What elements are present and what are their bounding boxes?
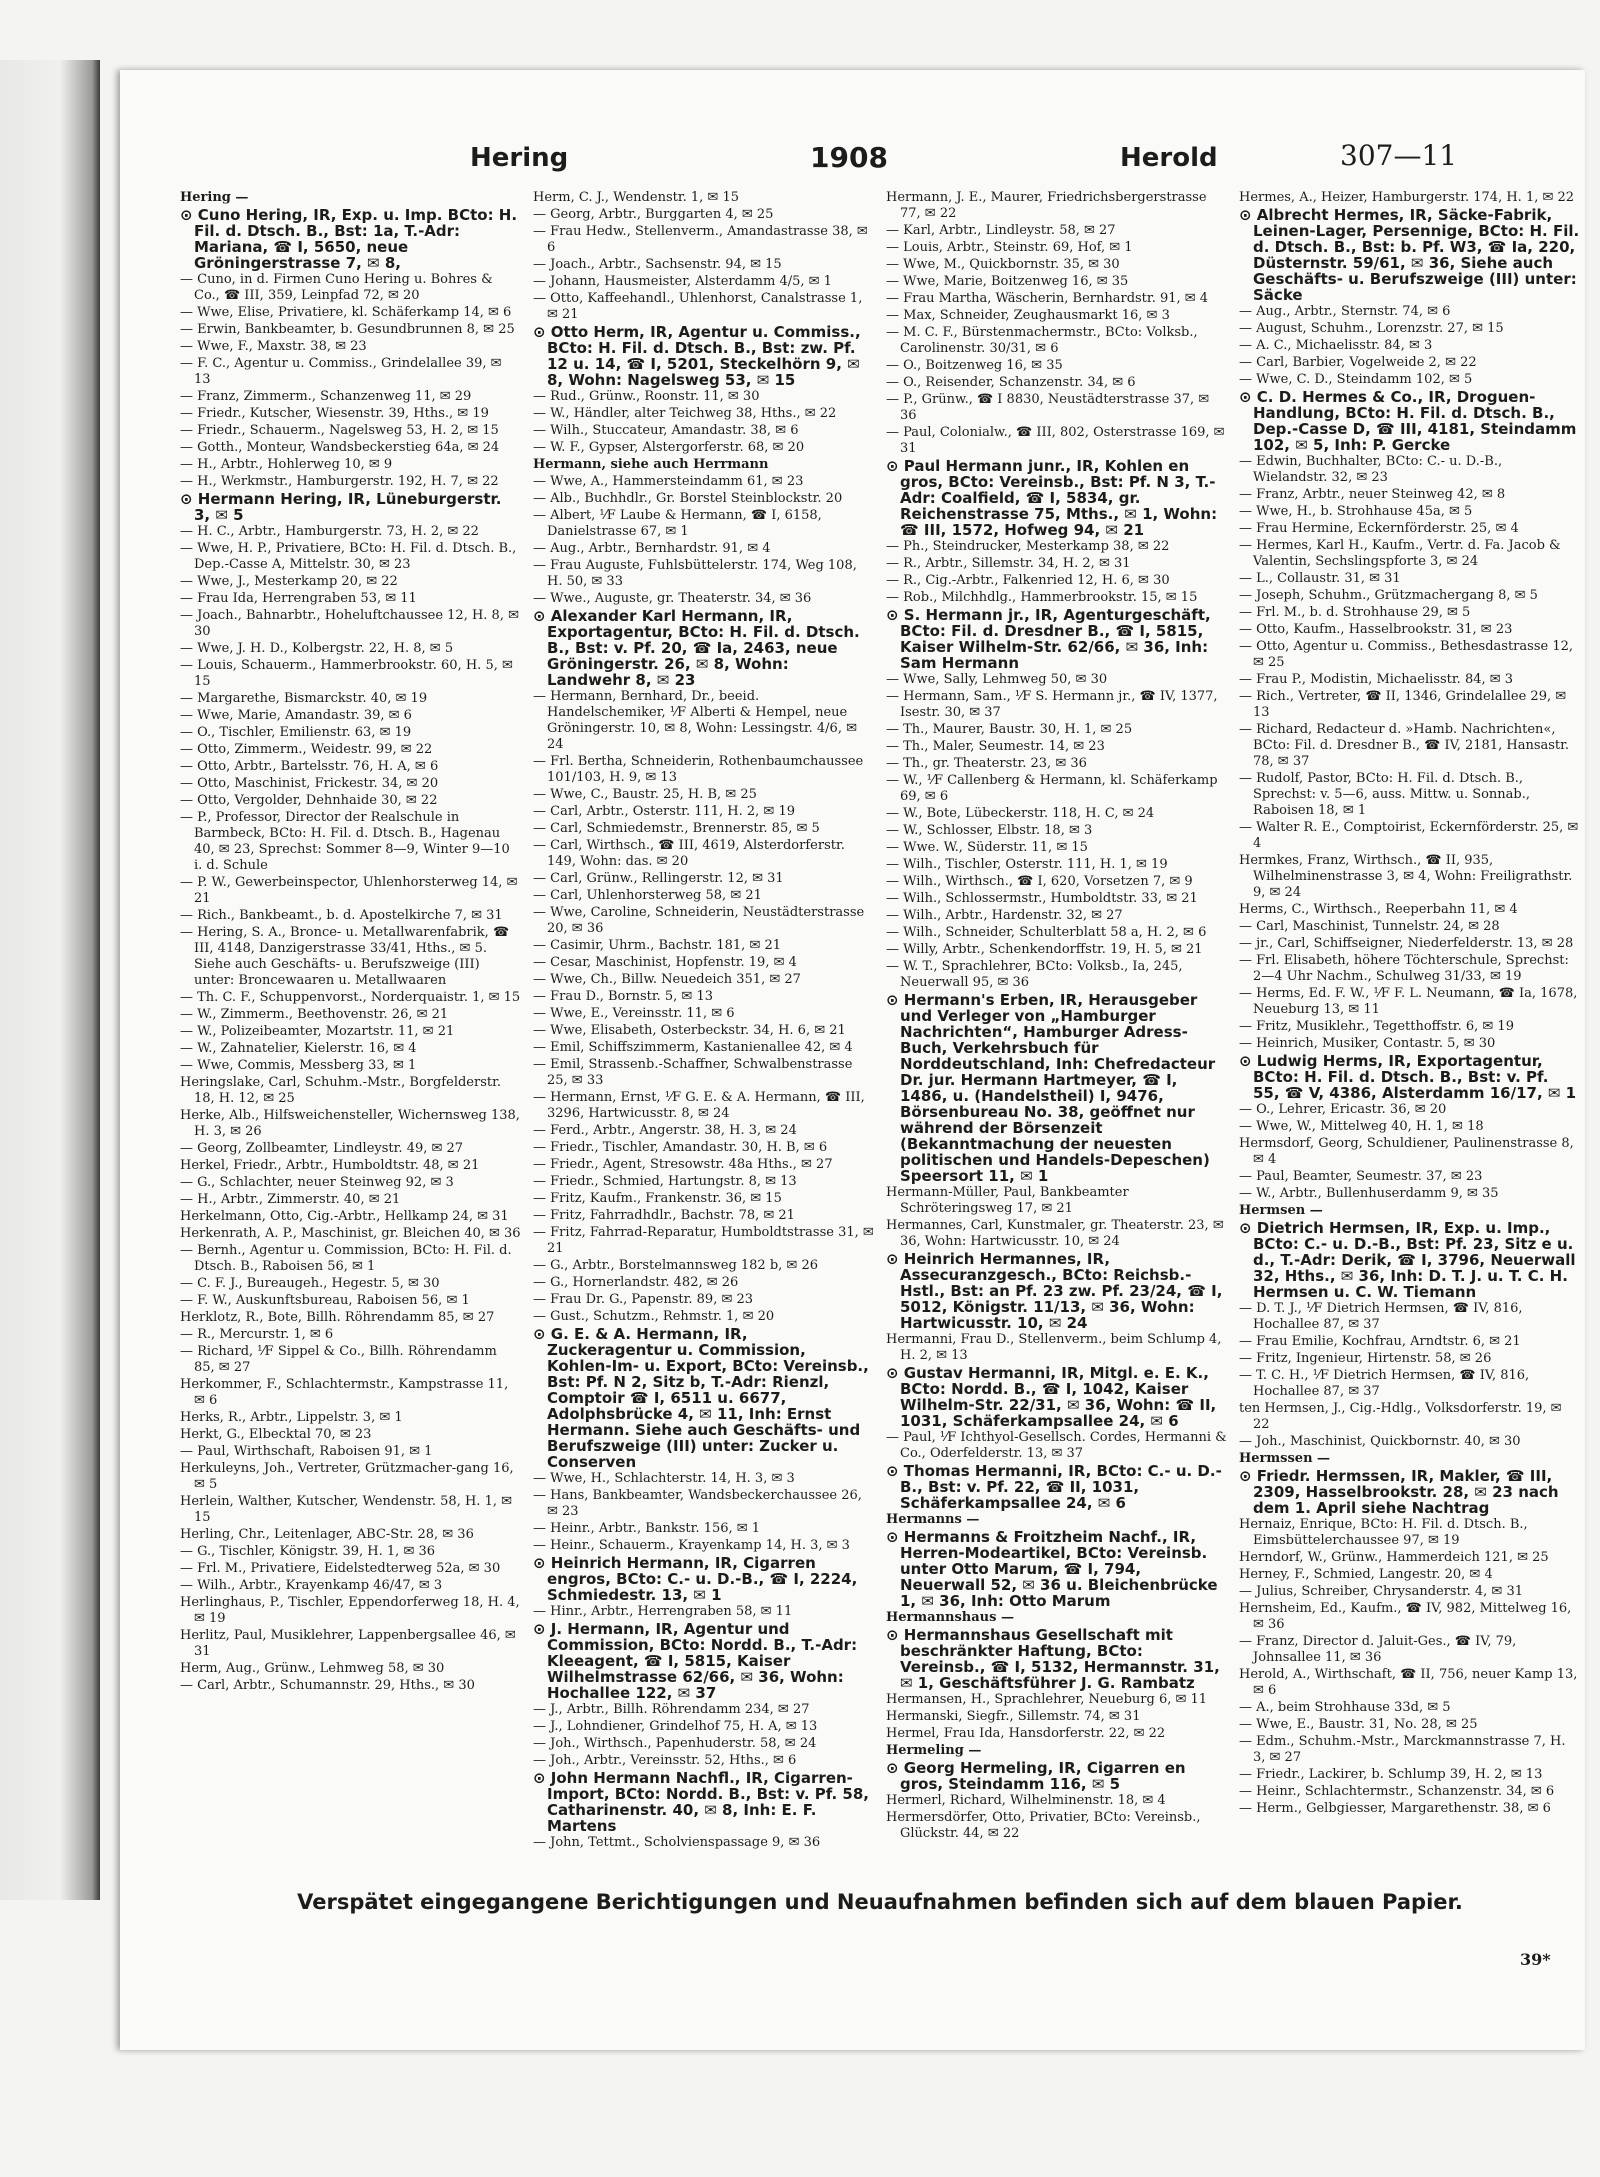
directory-entry: — Wwe, A., Hammersteindamm 61, ✉ 23 <box>533 474 804 489</box>
directory-entry: — Hermann, Sam., ⅟F S. Hermann jr., ☎ IV, 1377, Isestr. 30, ✉ 37 <box>886 689 1218 720</box>
directory-entry: — Frau D., Bornstr. 5, ✉ 13 <box>533 989 713 1004</box>
directory-entry: Hermel, Frau Ida, Hansdorferstr. 22, ✉ 22 <box>886 1726 1166 1741</box>
directory-entry: ⊙ Albrecht Hermes, IR, Säcke-Fabrik, Leinen-Lager, Persennige, BCto: H. Fil. d. Dtsch. B., Bst: b. Pf. W3, ☎ Ia, 220, Düsternstr. 59/61, ✉ 36, Siehe auch Geschäfts- u. Berufszweige (III) unter: Säcke <box>1239 206 1580 304</box>
directory-entry: — August, Schuhm., Lorenzstr. 27, ✉ 15 <box>1239 321 1504 336</box>
directory-entry: — G., Schlachter, neuer Steinweg 92, ✉ 3 <box>180 1175 454 1190</box>
directory-entry: Herkelmann, Otto, Cig.-Arbtr., Hellkamp 24, ✉ 31 <box>180 1209 509 1224</box>
directory-entry: — Joh., Wirthsch., Papenhuderstr. 58, ✉ 24 <box>533 1736 817 1751</box>
directory-entry: ⊙ G. E. & A. Hermann, IR, Zuckeragentur u. Commission, Kohlen-Im- u. Export, BCto: Vereinsb., Bst: Pf. N 2, Sitz b, T.-Adr: Rienzl, Comptoir ☎ I, 6511 u. 6677, Adolphsbrücke 4, ✉ 11, Inh: Ernst Hermann. Siehe auch Geschäfts- und Berufszweige (III) unter: Zucker u. Conserven <box>533 1325 869 1471</box>
directory-entry: — Friedr., Schmied, Hartungstr. 8, ✉ 13 <box>533 1174 797 1189</box>
directory-entry: — Franz, Zimmerm., Schanzenweg 11, ✉ 29 <box>180 389 472 404</box>
directory-entry: — D. T. J., ⅟F Dietrich Hermsen, ☎ IV, 816, Hochallee 87, ✉ 37 <box>1239 1301 1523 1332</box>
directory-entry: — Julius, Schreiber, Chrysanderstr. 4, ✉ 31 <box>1239 1584 1523 1599</box>
directory-entry: — Fritz, Fahrradhdlr., Bachstr. 78, ✉ 21 <box>533 1208 795 1223</box>
directory-entry: Herklotz, R., Bote, Billh. Röhrendamm 85, ✉ 27 <box>180 1310 495 1325</box>
directory-entry: — W., Polizeibeamter, Mozartstr. 11, ✉ 21 <box>180 1024 455 1039</box>
directory-entry: — F. C., Agentur u. Commiss., Grindelallee 39, ✉ 13 <box>180 356 502 387</box>
directory-entry: — Joh., Maschinist, Quickbornstr. 40, ✉ 30 <box>1239 1434 1521 1449</box>
directory-entry: — Heinr., Schlachtermstr., Schanzenstr. 34, ✉ 6 <box>1239 1784 1555 1799</box>
directory-entry: — Wilh., Schneider, Schulterblatt 58 a, H. 2, ✉ 6 <box>886 925 1207 940</box>
directory-entry: — Heinr., Arbtr., Bankstr. 156, ✉ 1 <box>533 1521 761 1536</box>
directory-entry: — Walter R. E., Comptoirist, Eckernförderstr. 25, ✉ 4 <box>1239 820 1579 851</box>
directory-entry: ⊙ Alexander Karl Hermann, IR, Exportagentur, BCto: H. Fil. d. Dtsch. B., Bst: v. Pf. 20, ☎ Ia, 2463, neue Gröningerstr. 26, ✉ 8, Wohn: Landwehr 8, ✉ 23 <box>533 607 860 689</box>
directory-entry: — Frau Ida, Herrengraben 53, ✉ 11 <box>180 591 417 606</box>
directory-entry: Herms, C., Wirthsch., Reeperbahn 11, ✉ 4 <box>1239 902 1518 917</box>
directory-entry: — Hermes, Karl H., Kaufm., Vertr. d. Fa. Jacob & Valentin, Sechslingspforte 3, ✉ 24 <box>1239 538 1561 569</box>
directory-entry: — Frl. Bertha, Schneiderin, Rothenbaumchaussee 101/103, H. 9, ✉ 13 <box>533 754 864 785</box>
sheet-signature: 39* <box>1520 1950 1551 1969</box>
directory-entry: Hermann, siehe auch Herrmann <box>533 457 769 472</box>
directory-entry: — Paul, ⅟F Ichthyol-Gesellsch. Cordes, Hermanni & Co., Oderfelderstr. 13, ✉ 37 <box>886 1430 1227 1461</box>
directory-entry: — Richard, ⅟F Sippel & Co., Billh. Röhrendamm 85, ✉ 27 <box>180 1344 497 1375</box>
directory-entry: — R., Mercurstr. 1, ✉ 6 <box>180 1327 334 1342</box>
directory-entry: ⊙ Hermannshaus Gesellschaft mit beschränkter Haftung, BCto: Vereinsb., ☎ I, 5132, Hermannstr. 31, ✉ 1, Geschäftsführer J. G. Rambatz <box>886 1626 1220 1692</box>
directory-entry: — Rud., Grünw., Roonstr. 11, ✉ 30 <box>533 389 760 404</box>
directory-entry: Herke, Alb., Hilfsweichensteller, Wichernsweg 138, H. 3, ✉ 26 <box>180 1108 520 1139</box>
directory-entry: ⊙ Hermann Hering, IR, Lüneburgerstr. 3, ✉ 5 <box>180 490 502 524</box>
directory-entry: — Wwe, Caroline, Schneiderin, Neustädterstrasse 20, ✉ 36 <box>533 905 865 936</box>
directory-entry: — W., Zahnatelier, Kielerstr. 16, ✉ 4 <box>180 1041 417 1056</box>
directory-entry: — Wwe, E., Vereinsstr. 11, ✉ 6 <box>533 1006 735 1021</box>
directory-entry: Herling, Chr., Leitenlager, ABC-Str. 28, ✉ 36 <box>180 1527 474 1542</box>
directory-entry: — Heinr., Schauerm., Krayenkamp 14, H. 3, ✉ 3 <box>533 1538 850 1553</box>
directory-entry: ⊙ J. Hermann, IR, Agentur und Commission, BCto: Nordd. B., T.-Adr: Kleeagent, ☎ I, 5815, Kaiser Wilhelmstrasse 62/66, ✉ 36, Wohn: Hochallee 122, ✉ 37 <box>533 1620 858 1702</box>
directory-entry: Hernsheim, Ed., Kaufm., ☎ IV, 982, Mittelweg 16, ✉ 36 <box>1239 1601 1572 1632</box>
directory-entry: — G., Hornerlandstr. 482, ✉ 26 <box>533 1275 739 1290</box>
directory-entry: Herlinghaus, P., Tischler, Eppendorferweg 18, H. 4, ✉ 19 <box>180 1595 520 1626</box>
column-1 <box>180 190 521 1870</box>
directory-entry: — L., Collaustr. 31, ✉ 31 <box>1239 571 1401 586</box>
directory-entry: — Wwe., Auguste, gr. Theaterstr. 34, ✉ 36 <box>533 591 812 606</box>
directory-entry: Hermann-Müller, Paul, Bankbeamter Schröteringsweg 17, ✉ 21 <box>886 1185 1129 1216</box>
directory-entry: — Carl, Wirthsch., ☎ III, 4619, Alsterdorferstr. 149, Wohn: das. ✉ 20 <box>533 838 845 869</box>
directory-entry: — Joseph, Schuhm., Grützmachergang 8, ✉ 5 <box>1239 588 1538 603</box>
directory-entry: — Th., gr. Theaterstr. 23, ✉ 36 <box>886 756 1087 771</box>
directory-entry: — Frau Hermine, Eckernförderstr. 25, ✉ 4 <box>1239 521 1519 536</box>
directory-entry: — W. T., Sprachlehrer, BCto: Volksb., Ia, 245, Neuerwall 95, ✉ 36 <box>886 959 1183 990</box>
directory-entry: ⊙ Georg Hermeling, IR, Cigarren en gros, Steindamm 116, ✉ 5 <box>886 1759 1186 1793</box>
directory-entry: — Wwe, Marie, Boitzenweg 16, ✉ 35 <box>886 274 1129 289</box>
directory-entry: — Carl, Arbtr., Osterstr. 111, H. 2, ✉ 19 <box>533 804 795 819</box>
directory-entry: — Carl, Barbier, Vogelweide 2, ✉ 22 <box>1239 355 1477 370</box>
directory-entry: — A. C., Michaelisstr. 84, ✉ 3 <box>1239 338 1433 353</box>
directory-entry: — Louis, Arbtr., Steinstr. 69, Hof, ✉ 1 <box>886 240 1133 255</box>
directory-entry: — Georg, Zollbeamter, Lindleystr. 49, ✉ 27 <box>180 1141 464 1156</box>
directory-entry: — Fritz, Fahrrad-Reparatur, Humboldtstrasse 31, ✉ 21 <box>533 1225 874 1256</box>
directory-entry: — F. W., Auskunftsbureau, Raboisen 56, ✉ 1 <box>180 1293 470 1308</box>
directory-entry: — W., Zimmerm., Beethovenstr. 26, ✉ 21 <box>180 1007 449 1022</box>
directory-entry: — Wwe, H., b. Strohhause 45a, ✉ 5 <box>1239 504 1473 519</box>
directory-entry: — Wwe, M., Quickbornstr. 35, ✉ 30 <box>886 257 1120 272</box>
directory-entry: Herold, A., Wirthschaft, ☎ II, 756, neuer Kamp 13, ✉ 6 <box>1239 1667 1578 1698</box>
directory-entry: Hermann, J. E., Maurer, Friedrichsbergerstrasse 77, ✉ 22 <box>886 190 1207 221</box>
directory-entry: — Frau P., Modistin, Michaelisstr. 84, ✉ 3 <box>1239 672 1514 687</box>
directory-entry: — Friedr., Lackirer, b. Schlump 39, H. 2, ✉ 13 <box>1239 1767 1543 1782</box>
directory-entry: — Otto, Arbtr., Bartelsstr. 76, H. A, ✉ 6 <box>180 759 439 774</box>
directory-entry: — Carl, Grünw., Rellingerstr. 12, ✉ 31 <box>533 871 784 886</box>
directory-entry: Hermsdorf, Georg, Schuldiener, Paulinenstrasse 8, ✉ 4 <box>1239 1136 1574 1167</box>
directory-entry: ⊙ Thomas Hermanni, IR, BCto: C.- u. D.-B., Bst: v. Pf. 22, ☎ II, 1031, Schäferkampsallee 24, ✉ 6 <box>886 1462 1222 1512</box>
directory-entry: Hermannes, Carl, Kunstmaler, gr. Theaterstr. 23, ✉ 36, Wohn: Hartwicusstr. 10, ✉ 24 <box>886 1218 1224 1249</box>
directory-entry: — Rich., Bankbeamt., b. d. Apostelkirche 7, ✉ 31 <box>180 908 503 923</box>
directory-entry: — Hermann, Bernhard, Dr., beeid. Handelschemiker, ⅟F Alberti & Hempel, neue Gröningerstr. 10, ✉ 8, Wohn: Lessingstr. 4/6, ✉ 24 <box>533 689 857 752</box>
directory-entry: — Th., Maurer, Baustr. 30, H. 1, ✉ 25 <box>886 722 1133 737</box>
directory-entry: — W., ⅟F Callenberg & Hermann, kl. Schäferkamp 69, ✉ 6 <box>886 773 1218 804</box>
directory-entry: — Emil, Schiffszimmerm, Kastanienallee 42, ✉ 4 <box>533 1040 853 1055</box>
directory-entry: ⊙ John Hermann Nachfl., IR, Cigarren-Import, BCto: Nordd. B., Bst: v. Pf. 58, Catharinenstr. 40, ✉ 8, Inh: E. F. Martens <box>533 1769 870 1835</box>
directory-entry: Herkuleyns, Joh., Vertreter, Grützmacher-gang 16, ✉ 5 <box>180 1461 514 1492</box>
directory-entry: — Albert, ⅟F Laube & Hermann, ☎ I, 6158, Danielstrasse 67, ✉ 1 <box>533 508 822 539</box>
directory-entry: ⊙ Heinrich Hermannes, IR, Assecuranzgesch., BCto: Reichsb.-Hstl., Bst: an Pf. 23 zw. Pf. 23/24, ☎ I, 5012, Königstr. 11/13, ✉ 36, Wohn: Hartwicusstr. 10, ✉ 24 <box>886 1250 1223 1332</box>
header-page-number: 307—11 <box>1340 139 1458 172</box>
directory-entry: — jr., Carl, Schiffseigner, Niederfelderstr. 13, ✉ 28 <box>1239 936 1574 951</box>
directory-entry: — Otto, Kaffeehandl., Uhlenhorst, Canalstrasse 1, ✉ 21 <box>533 291 863 322</box>
directory-entry: — Friedr., Schauerm., Nagelsweg 53, H. 2, ✉ 15 <box>180 423 499 438</box>
directory-entry: — W., Schlosser, Elbstr. 18, ✉ 3 <box>886 823 1093 838</box>
directory-entry: Herm, C. J., Wendenstr. 1, ✉ 15 <box>533 190 739 205</box>
directory-entry: ⊙ S. Hermann jr., IR, Agenturgeschäft, BCto: Fil. d. Dresdner B., ☎ I, 5815, Kaiser Wilhelm-Str. 62/66, ✉ 36, Inh: Sam Hermann <box>886 606 1211 672</box>
directory-entry: — Ferd., Arbtr., Angerstr. 38, H. 3, ✉ 24 <box>533 1123 797 1138</box>
directory-entry: — Wwe, Ch., Billw. Neuedeich 351, ✉ 27 <box>533 972 801 987</box>
directory-entry: Herks, R., Arbtr., Lippelstr. 3, ✉ 1 <box>180 1410 403 1425</box>
directory-entry: — Carl, Arbtr., Schumannstr. 29, Hths., ✉ 30 <box>180 1678 475 1693</box>
directory-entry: Hermanni, Frau D., Stellenverm., beim Schlump 4, H. 2, ✉ 13 <box>886 1332 1222 1363</box>
directory-entry: — Johann, Hausmeister, Alsterdamm 4/5, ✉ 1 <box>533 274 832 289</box>
column-3 <box>886 190 1227 1870</box>
page-header <box>120 135 1585 185</box>
footer-notice: Verspätet eingegangene Berichtigungen und Neuaufnahmen befinden sich auf dem blauen Papier. <box>297 1890 1463 1914</box>
directory-entry: — Wwe, C. D., Steindamm 102, ✉ 5 <box>1239 372 1473 387</box>
directory-entry: — Wwe, Marie, Amandastr. 39, ✉ 6 <box>180 708 412 723</box>
directory-entry: — J., Arbtr., Billh. Röhrendamm 234, ✉ 27 <box>533 1702 810 1717</box>
directory-entry: ⊙ Otto Herm, IR, Agentur u. Commiss., BCto: H. Fil. d. Dtsch. B., Bst: zw. Pf. 12 u. 14, ☎ I, 5201, Steckelhörn 9, ✉ 8, Wohn: Nagelsweg 53, ✉ 15 <box>533 323 861 389</box>
directory-entry: — Rich., Vertreter, ☎ II, 1346, Grindelallee 29, ✉ 13 <box>1239 689 1567 720</box>
directory-entry: — Edwin, Buchhalter, BCto: C.- u. D.-B., Wielandstr. 32, ✉ 23 <box>1239 454 1503 485</box>
directory-entry: Hermansen, H., Sprachlehrer, Neueburg 6, ✉ 11 <box>886 1692 1208 1707</box>
directory-columns <box>180 190 1580 1870</box>
directory-entry: — Hans, Bankbeamter, Wandsbeckerchaussee 26, ✉ 23 <box>533 1488 862 1519</box>
directory-entry: — Wwe, Sally, Lehmweg 50, ✉ 30 <box>886 672 1108 687</box>
directory-entry: — H., Werkmstr., Hamburgerstr. 192, H. 7, ✉ 22 <box>180 474 499 489</box>
directory-entry: — Wwe, J., Mesterkamp 20, ✉ 22 <box>180 574 398 589</box>
directory-entry: — Carl, Schmiedemstr., Brennerstr. 85, ✉ 5 <box>533 821 820 836</box>
directory-entry: — Edm., Schuhm.-Mstr., Marckmannstrasse 7, H. 3, ✉ 27 <box>1239 1734 1566 1765</box>
directory-entry: — Ph., Steindrucker, Mesterkamp 38, ✉ 22 <box>886 539 1170 554</box>
directory-entry: — Carl, Maschinist, Tunnelstr. 24, ✉ 28 <box>1239 919 1500 934</box>
directory-entry: ⊙ Hermann's Erben, IR, Herausgeber und Verleger von „Hamburger Nachrichten“, Hamburger Adress-Buch, Verkehrsbuch für Norddeutschland, Inh: Chefredacteur Dr. jur. Hermann Hartmeyer, ☎ I, 1486, u. (Handelstheil) I, 9476, Börsenbureau No. 38, geöffnet nur während der Börsenzeit (Bekanntmachung der neuesten politischen und Handels-Depeschen) Speersort 11, ✉ 1 <box>886 991 1216 1185</box>
directory-entry: ⊙ Hermanns & Froitzheim Nachf., IR, Herren-Modeartikel, BCto: Vereinsb. unter Otto Marum, ☎ I, 794, Neuerwall 52, ✉ 36 u. Bleichenbrücke 1, ✉ 36, Inh: Otto Marum <box>886 1528 1218 1610</box>
directory-entry: — W., Bote, Lübeckerstr. 118, H. C, ✉ 24 <box>886 806 1155 821</box>
directory-entry: — Louis, Schauerm., Hammerbrookstr. 60, H. 5, ✉ 15 <box>180 658 513 689</box>
directory-entry: — M. C. F., Bürstenmachermstr., BCto: Volksb., Carolinenstr. 30/31, ✉ 6 <box>886 325 1198 356</box>
directory-entry: Hermerl, Richard, Wilhelminenstr. 18, ✉ 4 <box>886 1793 1166 1808</box>
directory-entry: Herlein, Walther, Kutscher, Wendenstr. 58, H. 1, ✉ 15 <box>180 1494 513 1525</box>
directory-entry: — Friedr., Tischler, Amandastr. 30, H. B, ✉ 6 <box>533 1140 828 1155</box>
directory-entry: Hermssen — <box>1239 1451 1331 1466</box>
directory-entry: Herkommer, F., Schlachtermstr., Kampstrasse 11, ✉ 6 <box>180 1377 509 1408</box>
directory-entry: — Gust., Schutzm., Rehmstr. 1, ✉ 20 <box>533 1309 775 1324</box>
directory-entry: — Otto, Kaufm., Hasselbrookstr. 31, ✉ 23 <box>1239 622 1513 637</box>
directory-entry: Herkenrath, A. P., Maschinist, gr. Bleichen 40, ✉ 36 <box>180 1226 521 1241</box>
directory-entry: Hermanns — <box>886 1512 980 1527</box>
directory-entry: Heringslake, Carl, Schuhm.-Mstr., Borgfelderstr. 18, H. 12, ✉ 25 <box>180 1075 502 1106</box>
column-4 <box>1239 190 1580 1870</box>
directory-entry: ⊙ Dietrich Hermsen, IR, Exp. u. Imp., BCto: C.- u. D.-B., Bst: Pf. 23, Sitz e u. d., T.-Adr: Derik, ☎ I, 3796, Neuerwall 32, Hths., ✉ 36, Inh: D. T. J. u. T. C. H. Hermsen u. C. W. Tiemann <box>1239 1219 1576 1301</box>
directory-entry: — Otto, Agentur u. Commiss., Bethesdastrasse 12, ✉ 25 <box>1239 639 1573 670</box>
directory-entry: — W., Händler, alter Teichweg 38, Hths., ✉ 22 <box>533 406 837 421</box>
directory-entry: — Wilh., Wirthsch., ☎ I, 620, Vorsetzen 7, ✉ 9 <box>886 874 1193 889</box>
directory-entry: — Wilh., Schlossermstr., Humboldtstr. 33, ✉ 21 <box>886 891 1198 906</box>
directory-entry: Hermersdörfer, Otto, Privatier, BCto: Vereinsb., Glückstr. 44, ✉ 22 <box>886 1810 1201 1841</box>
directory-entry: — Paul, Wirthschaft, Raboisen 91, ✉ 1 <box>180 1444 433 1459</box>
directory-entry: — Cuno, in d. Firmen Cuno Hering u. Bohres & Co., ☎ III, 359, Leinpfad 72, ✉ 20 <box>180 272 493 303</box>
directory-entry: — Frau Dr. G., Papenstr. 89, ✉ 23 <box>533 1292 754 1307</box>
header-last-name: Herold <box>1120 143 1218 173</box>
directory-entry: — C. F. J., Bureaugeh., Hegestr. 5, ✉ 30 <box>180 1276 440 1291</box>
directory-entry: — Frau Hedw., Stellenverm., Amandastrasse 38, ✉ 6 <box>533 224 868 255</box>
directory-entry: ten Hermsen, J., Cig.-Hdlg., Volksdorferstr. 19, ✉ 22 <box>1239 1401 1562 1432</box>
directory-entry: — J., Lohndiener, Grindelhof 75, H. A, ✉ 13 <box>533 1719 818 1734</box>
directory-entry: — Herm., Gelbgiesser, Margarethenstr. 38, ✉ 6 <box>1239 1801 1551 1816</box>
directory-entry: — Wwe, Commis, Messberg 33, ✉ 1 <box>180 1058 417 1073</box>
directory-entry: — Paul, Beamter, Seumestr. 37, ✉ 23 <box>1239 1169 1483 1184</box>
directory-entry: Hermkes, Franz, Wirthsch., ☎ II, 935, Wilhelminenstrasse 3, ✉ 4, Wohn: Freiligrathstr. 9, ✉ 24 <box>1239 853 1573 900</box>
directory-entry: — H. C., Arbtr., Hamburgerstr. 73, H. 2, ✉ 22 <box>180 524 479 539</box>
directory-entry: — W., Arbtr., Bullenhuserdamm 9, ✉ 35 <box>1239 1186 1499 1201</box>
directory-entry: — Fritz, Kaufm., Frankenstr. 36, ✉ 15 <box>533 1191 782 1206</box>
directory-entry: — Margarethe, Bismarckstr. 40, ✉ 19 <box>180 691 428 706</box>
directory-entry: Herm, Aug., Grünw., Lehmweg 58, ✉ 30 <box>180 1661 445 1676</box>
directory-entry: ⊙ Friedr. Hermssen, IR, Makler, ☎ III, 2309, Hasselbrookstr. 28, ✉ 23 nach dem 1. April siehe Nachtrag <box>1239 1467 1559 1517</box>
directory-entry: — Carl, Uhlenhorsterweg 58, ✉ 21 <box>533 888 762 903</box>
directory-entry: — Wwe, H., Schlachterstr. 14, H. 3, ✉ 3 <box>533 1471 795 1486</box>
directory-entry: ⊙ Cuno Hering, IR, Exp. u. Imp. BCto: H. Fil. d. Dtsch. B., Bst: 1a, T.-Adr: Mariana, ☎ I, 5650, neue Gröningerstrasse 7, ✉ 8, <box>180 206 518 272</box>
directory-entry: Hermes, A., Heizer, Hamburgerstr. 174, H. 1, ✉ 22 <box>1239 190 1575 205</box>
directory-entry: — Th. C. F., Schuppenvorst., Norderquaistr. 1, ✉ 15 <box>180 990 521 1005</box>
directory-entry: — Emil, Strassenb.-Schaffner, Schwalbenstrasse 25, ✉ 33 <box>533 1057 853 1088</box>
directory-entry: — Karl, Arbtr., Lindleystr. 58, ✉ 27 <box>886 223 1116 238</box>
directory-entry: — Gotth., Monteur, Wandsbeckerstieg 64a, ✉ 24 <box>180 440 500 455</box>
directory-entry: — Richard, Redacteur d. »Hamb. Nachrichten«, BCto: Fil. d. Dresdner B., ☎ IV, 2181, Hansastr. 78, ✉ 37 <box>1239 722 1570 769</box>
directory-entry: — Wilh., Tischler, Osterstr. 111, H. 1, ✉ 19 <box>886 857 1168 872</box>
directory-entry: Herkt, G., Elbecktal 70, ✉ 23 <box>180 1427 372 1442</box>
directory-entry: ⊙ Ludwig Herms, IR, Exportagentur, BCto: H. Fil. d. Dtsch. B., Bst: v. Pf. 55, ☎ V, 4386, Alsterdamm 16/17, ✉ 1 <box>1239 1052 1577 1102</box>
header-year: 1908 <box>810 141 888 174</box>
directory-entry: — Frau Martha, Wäscherin, Bernhardstr. 91, ✉ 4 <box>886 291 1209 306</box>
directory-entry: — Alb., Buchhdlr., Gr. Borstel Steinblockstr. 20 <box>533 491 843 506</box>
directory-entry: — H., Arbtr., Hohlerweg 10, ✉ 9 <box>180 457 393 472</box>
directory-entry: — Wwe, E., Baustr. 31, No. 28, ✉ 25 <box>1239 1717 1478 1732</box>
directory-entry: — Wwe, Elisabeth, Osterbeckstr. 34, H. 6, ✉ 21 <box>533 1023 846 1038</box>
directory-entry: — Wwe, Elise, Privatiere, kl. Schäferkamp 14, ✉ 6 <box>180 305 512 320</box>
directory-entry: — Frl. Elisabeth, höhere Töchterschule, Sprechst: 2—4 Uhr Nachm., Schulweg 31/33, ✉ 19 <box>1239 953 1569 984</box>
directory-entry: — Friedr., Agent, Stresowstr. 48a Hths., ✉ 27 <box>533 1157 833 1172</box>
directory-entry: — Georg, Arbtr., Burggarten 4, ✉ 25 <box>533 207 774 222</box>
directory-entry: — Otto, Vergolder, Dehnhaide 30, ✉ 22 <box>180 793 438 808</box>
directory-entry: — Herms, Ed. F. W., ⅟F F. L. Neumann, ☎ Ia, 1678, Neueburg 13, ✉ 11 <box>1239 986 1578 1017</box>
directory-entry: Hermannshaus — <box>886 1610 1014 1625</box>
directory-entry: — Joach., Arbtr., Sachsenstr. 94, ✉ 15 <box>533 257 782 272</box>
directory-entry: — Cesar, Maschinist, Hopfenstr. 19, ✉ 4 <box>533 955 797 970</box>
directory-entry: — H., Arbtr., Zimmerstr. 40, ✉ 21 <box>180 1192 401 1207</box>
directory-entry: — O., Lehrer, Ericastr. 36, ✉ 20 <box>1239 1102 1447 1117</box>
directory-entry: Herney, F., Schmied, Langestr. 20, ✉ 4 <box>1239 1567 1493 1582</box>
directory-entry: — R., Cig.-Arbtr., Falkenried 12, H. 6, ✉ 30 <box>886 573 1170 588</box>
directory-entry: — Frl. M., b. d. Strohhause 29, ✉ 5 <box>1239 605 1471 620</box>
directory-entry: Hermeling — <box>886 1743 982 1758</box>
directory-entry: Herkel, Friedr., Arbtr., Humboldtstr. 48, ✉ 21 <box>180 1158 480 1173</box>
directory-entry: — O., Boitzenweg 16, ✉ 35 <box>886 358 1063 373</box>
directory-entry: ⊙ Gustav Hermanni, IR, Mitgl. e. E. K., BCto: Nordd. B., ☎ I, 1042, Kaiser Wilhelm-Str. 22/31, ✉ 36, Wohn: ☎ II, 1031, Schäferkampsallee 24, ✉ 6 <box>886 1364 1217 1430</box>
directory-entry: — Friedr., Kutscher, Wiesenstr. 39, Hths., ✉ 19 <box>180 406 489 421</box>
directory-entry: — Frau Auguste, Fuhlsbüttelerstr. 174, Weg 108, H. 50, ✉ 33 <box>533 558 857 589</box>
directory-entry: — Wwe, J. H. D., Kolbergstr. 22, H. 8, ✉ 5 <box>180 641 454 656</box>
directory-entry: — Willy, Arbtr., Schenkendorffstr. 19, H. 5, ✉ 21 <box>886 942 1203 957</box>
directory-entry: — W. F., Gypser, Alstergorferstr. 68, ✉ 20 <box>533 440 805 455</box>
directory-entry: — Aug., Arbtr., Bernhardstr. 91, ✉ 4 <box>533 541 771 556</box>
directory-entry: — Otto, Zimmerm., Weidestr. 99, ✉ 22 <box>180 742 433 757</box>
directory-entry: Herlitz, Paul, Musiklehrer, Lappenbergsallee 46, ✉ 31 <box>180 1628 516 1659</box>
directory-entry: — Wwe. W., Süderstr. 11, ✉ 15 <box>886 840 1088 855</box>
directory-entry: — Fritz, Musiklehr., Tegetthoffstr. 6, ✉ 19 <box>1239 1019 1514 1034</box>
directory-entry: ⊙ C. D. Hermes & Co., IR, Droguen-Handlung, BCto: H. Fil. d. Dtsch. B., Dep.-Casse D, ☎ III, 4181, Steindamm 102, ✉ 5, Inh: P. Gercke <box>1239 388 1577 454</box>
directory-page <box>120 70 1585 2050</box>
directory-entry: — Hering, S. A., Bronce- u. Metallwarenfabrik, ☎ III, 4148, Danzigerstrasse 33/41, Hths., ✉ 5. Siehe auch Geschäfts- u. Berufszweige (III) unter: Broncewaaren u. Metallwaaren <box>180 925 510 988</box>
directory-entry: — O., Tischler, Emilienstr. 63, ✉ 19 <box>180 725 412 740</box>
directory-entry: — G., Tischler, Königstr. 39, H. 1, ✉ 36 <box>180 1544 436 1559</box>
directory-entry: — P. W., Gewerbeinspector, Uhlenhorsterweg 14, ✉ 21 <box>180 875 518 906</box>
directory-entry: — Frl. M., Privatiere, Eidelstedterweg 52a, ✉ 30 <box>180 1561 501 1576</box>
directory-entry: — Wwe, F., Maxstr. 38, ✉ 23 <box>180 339 367 354</box>
directory-entry: — Bernh., Agentur u. Commission, BCto: H. Fil. d. Dtsch. B., Raboisen 56, ✉ 1 <box>180 1243 512 1274</box>
directory-entry: — Max, Schneider, Zeughausmarkt 16, ✉ 3 <box>886 308 1170 323</box>
directory-entry: — G., Arbtr., Borstelmannsweg 182 b, ✉ 26 <box>533 1258 818 1273</box>
directory-entry: — Wwe, H. P., Privatiere, BCto: H. Fil. d. Dtsch. B., Dep.-Casse A, Mittelstr. 30, ✉ 23 <box>180 541 517 572</box>
column-2 <box>533 190 874 1870</box>
directory-entry: — Hinr., Arbtr., Herrengraben 58, ✉ 11 <box>533 1604 793 1619</box>
directory-entry: — Wilh., Stuccateur, Amandastr. 38, ✉ 6 <box>533 423 799 438</box>
directory-entry: — Otto, Maschinist, Frickestr. 34, ✉ 20 <box>180 776 439 791</box>
directory-entry: — Erwin, Bankbeamter, b. Gesundbrunnen 8, ✉ 25 <box>180 322 515 337</box>
directory-entry: — P., Grünw., ☎ I 8830, Neustädterstrasse 37, ✉ 36 <box>886 392 1210 423</box>
directory-entry: — Wilh., Arbtr., Hardenstr. 32, ✉ 27 <box>886 908 1123 923</box>
directory-entry: — John, Tettmt., Scholvienspassage 9, ✉ 36 <box>533 1835 821 1850</box>
directory-entry: — Wwe, C., Baustr. 25, H. B, ✉ 25 <box>533 787 757 802</box>
directory-entry: — Franz, Director d. Jaluit-Ges., ☎ IV, 79, Johnsallee 11, ✉ 36 <box>1239 1634 1517 1665</box>
directory-entry: — Casimir, Uhrm., Bachstr. 181, ✉ 21 <box>533 938 782 953</box>
directory-entry: — O., Reisender, Schanzenstr. 34, ✉ 6 <box>886 375 1136 390</box>
directory-entry: — Joach., Bahnarbtr., Hoheluftchaussee 12, H. 8, ✉ 30 <box>180 608 519 639</box>
directory-entry: ⊙ Paul Hermann junr., IR, Kohlen en gros, BCto: Vereinsb., Bst: Pf. N 3, T.-Adr: Coalfield, ☎ I, 5834, gr. Reichenstrasse 75, Mths., ✉ 1, Wohn: ☎ III, 1572, Hofweg 94, ✉ 21 <box>886 457 1218 539</box>
directory-entry: — R., Arbtr., Sillemstr. 34, H. 2, ✉ 31 <box>886 556 1131 571</box>
directory-entry: ⊙ Heinrich Hermann, IR, Cigarren engros, BCto: C.- u. D.-B., ☎ I, 2224, Schmiedestr. 13, ✉ 1 <box>533 1554 858 1604</box>
directory-entry: — Joh., Arbtr., Vereinsstr. 52, Hths., ✉ 6 <box>533 1753 797 1768</box>
directory-entry: — A., beim Strohhause 33d, ✉ 5 <box>1239 1700 1451 1715</box>
directory-entry: — Frau Emilie, Kochfrau, Arndtstr. 6, ✉ 21 <box>1239 1334 1521 1349</box>
directory-entry: — Wilh., Arbtr., Krayenkamp 46/47, ✉ 3 <box>180 1578 443 1593</box>
directory-entry: — Heinrich, Musiker, Contastr. 5, ✉ 30 <box>1239 1036 1496 1051</box>
directory-entry: Herndorf, W., Grünw., Hammerdeich 121, ✉ 25 <box>1239 1550 1549 1565</box>
directory-entry: — Aug., Arbtr., Sternstr. 74, ✉ 6 <box>1239 304 1451 319</box>
directory-entry: Hermsen — <box>1239 1203 1323 1218</box>
header-first-name: Hering <box>470 143 569 173</box>
directory-entry: Hernaiz, Enrique, BCto: H. Fil. d. Dtsch. B., Eimsbüttelerchaussee 97, ✉ 19 <box>1239 1517 1528 1548</box>
directory-entry: — Th., Maler, Seumestr. 14, ✉ 23 <box>886 739 1105 754</box>
directory-entry: — Rob., Milchhdlg., Hammerbrookstr. 15, ✉ 15 <box>886 590 1198 605</box>
directory-entry: — T. C. H., ⅟F Dietrich Hermsen, ☎ IV, 816, Hochallee 87, ✉ 37 <box>1239 1368 1530 1399</box>
directory-entry: — P., Professor, Director der Realschule in Barmbeck, BCto: H. Fil. d. Dtsch. B., Hagenau 40, ✉ 23, Sprechst: Sommer 8—9, Winter 9—10 i. d. Schule <box>180 810 510 873</box>
directory-entry: Hermanski, Siegfr., Sillemstr. 74, ✉ 31 <box>886 1709 1141 1724</box>
directory-entry: — Rudolf, Pastor, BCto: H. Fil. d. Dtsch. B., Sprechst: v. 5—6, auss. Mittw. u. Sonnab., Raboisen 18, ✉ 1 <box>1239 771 1531 818</box>
directory-entry: — Wwe, W., Mittelweg 40, H. 1, ✉ 18 <box>1239 1119 1484 1134</box>
directory-entry: — Hermann, Ernst, ⅟F G. E. & A. Hermann, ☎ III, 3296, Hartwicusstr. 8, ✉ 24 <box>533 1090 865 1121</box>
adjacent-page-edge <box>0 60 100 1900</box>
directory-entry: — Franz, Arbtr., neuer Steinweg 42, ✉ 8 <box>1239 487 1506 502</box>
directory-entry: — Fritz, Ingenieur, Hirtenstr. 58, ✉ 26 <box>1239 1351 1492 1366</box>
directory-entry: — Paul, Colonialw., ☎ III, 802, Osterstrasse 169, ✉ 31 <box>886 425 1225 456</box>
directory-entry: Hering — <box>180 190 249 205</box>
